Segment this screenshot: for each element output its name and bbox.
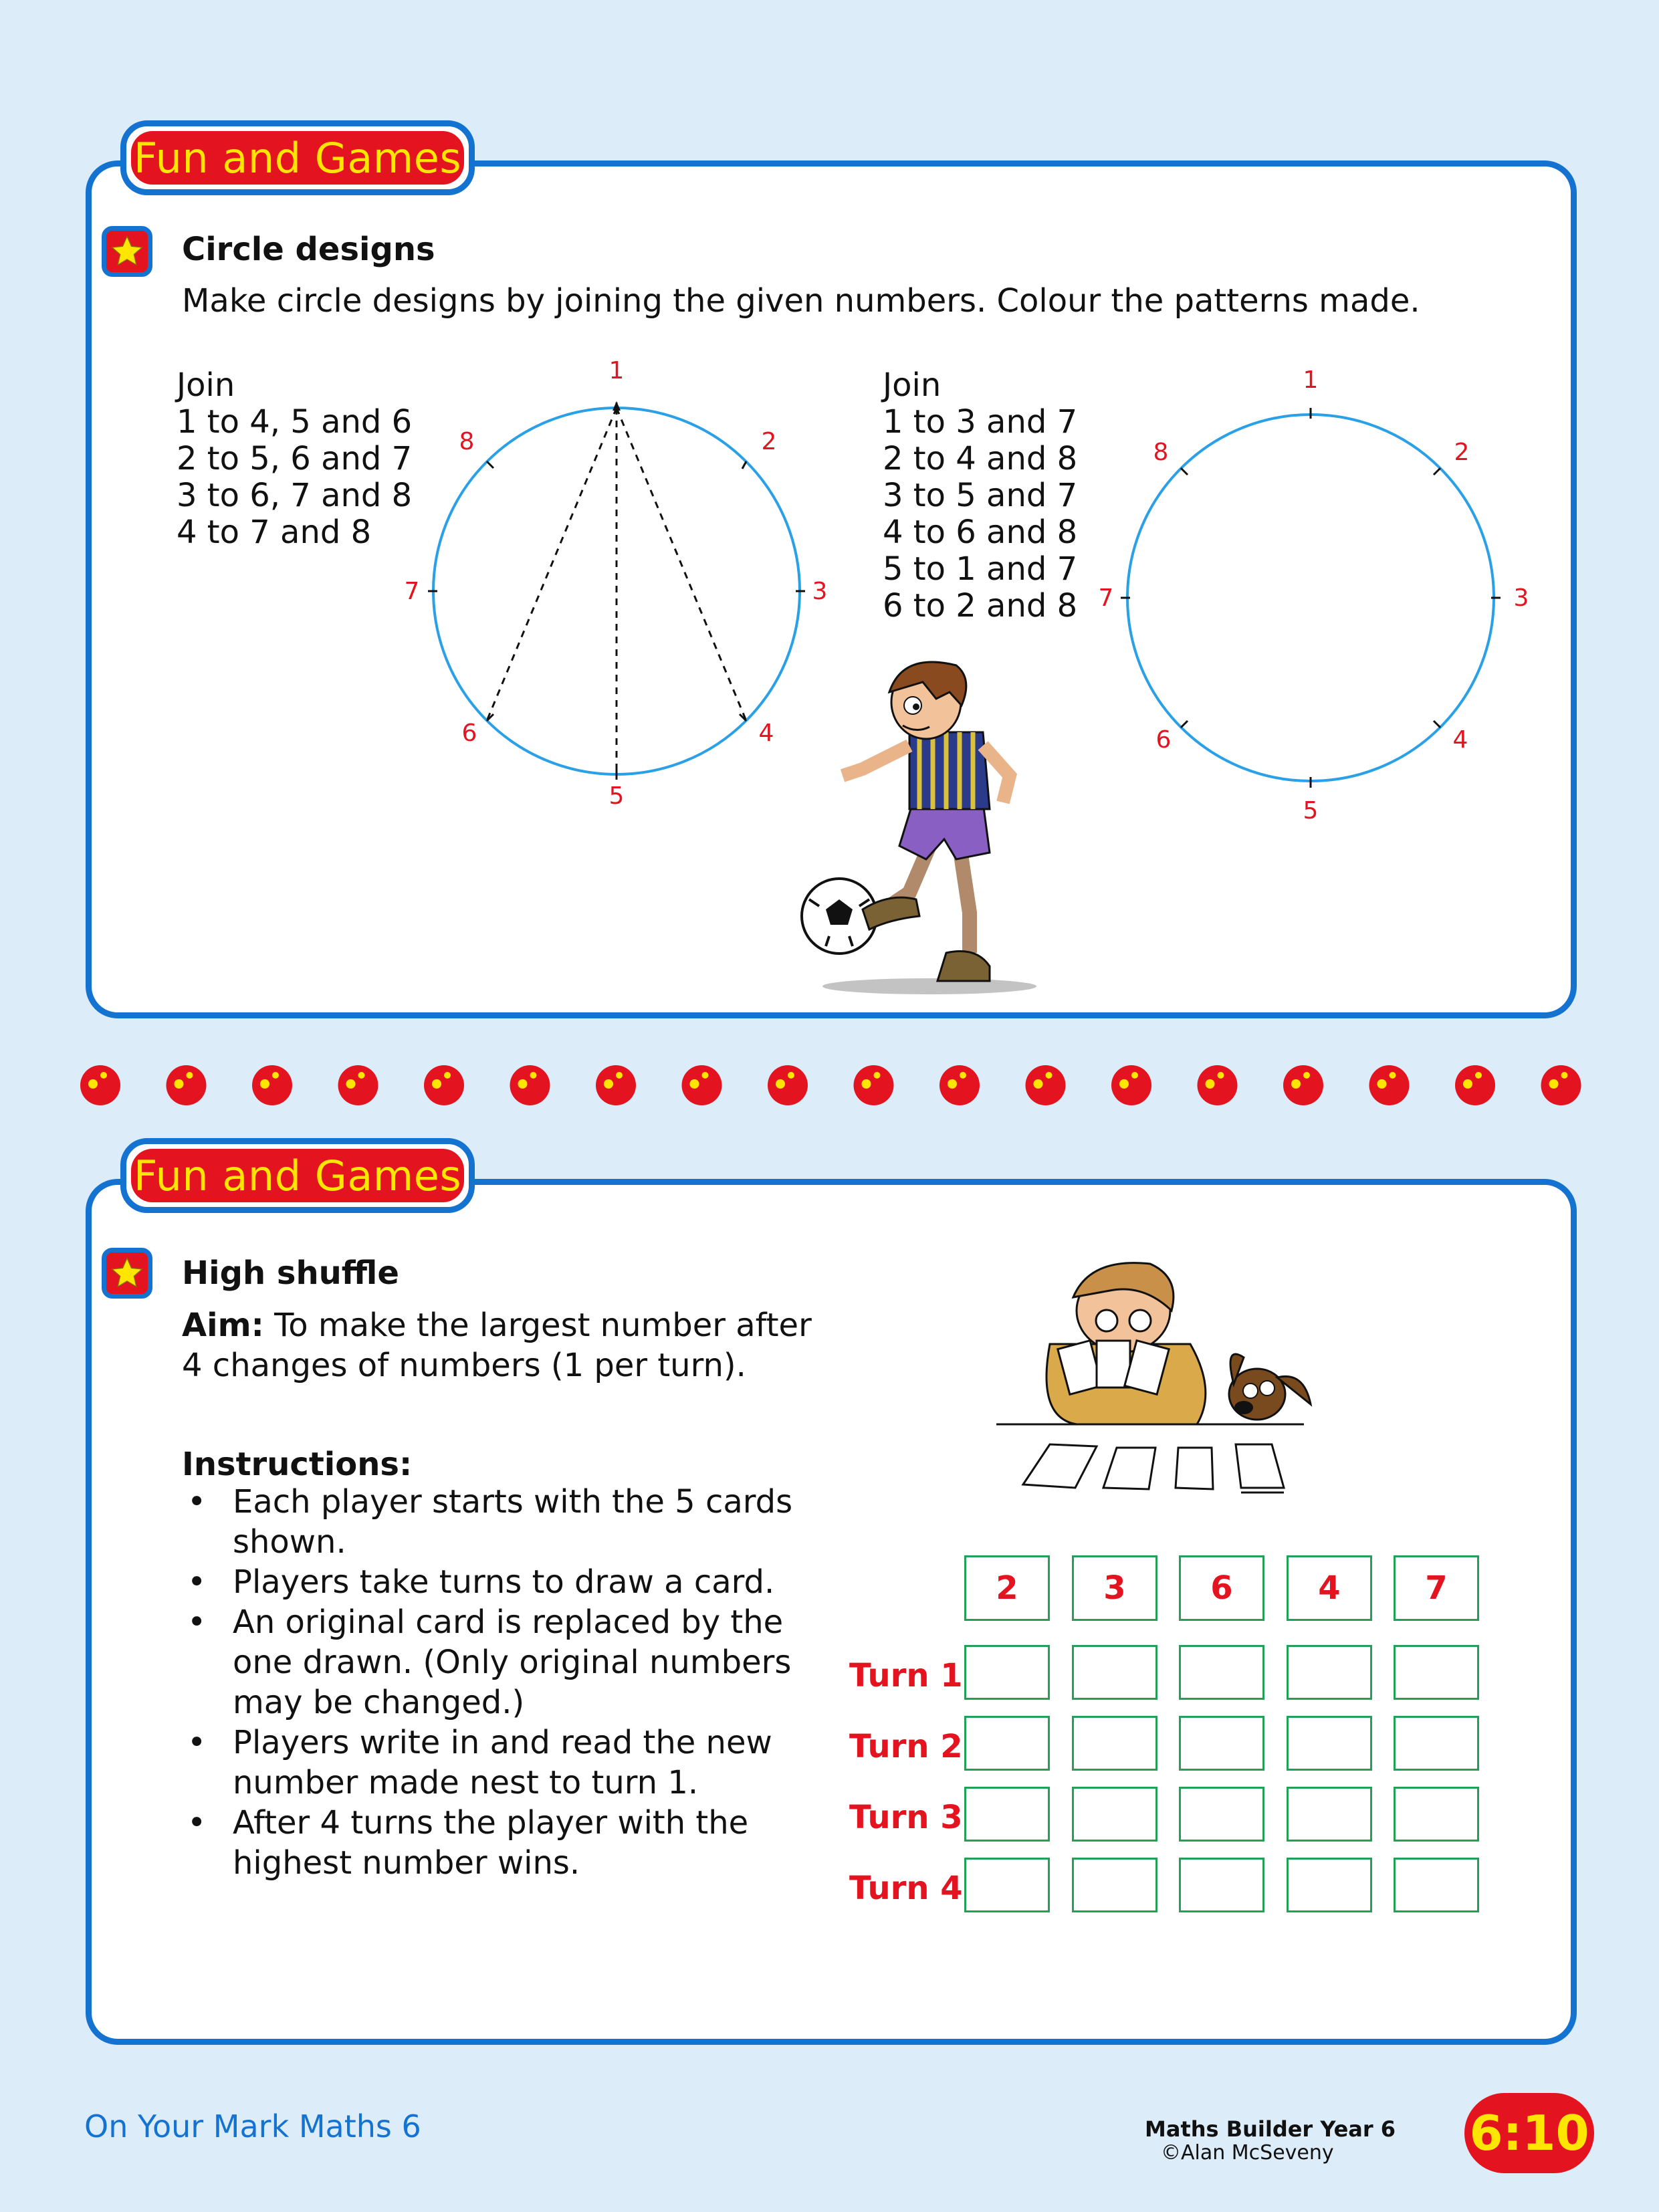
join-line: 3 to 6, 7 and 8	[177, 477, 413, 514]
join-line: 4 to 6 and 8	[883, 514, 1078, 551]
start-card: 2	[964, 1555, 1050, 1621]
section-header-label	[120, 1138, 475, 1213]
section-header-label	[120, 120, 475, 195]
turn-answer-box[interactable]	[1394, 1858, 1479, 1912]
activity-instruction: Make circle designs by joining the given numbers. Colour the patterns made.	[182, 282, 1420, 320]
dot-highlight	[518, 1079, 528, 1089]
red-dot	[596, 1065, 636, 1105]
start-card: 6	[1179, 1555, 1264, 1621]
start-card: 4	[1287, 1555, 1372, 1621]
aim-text	[182, 1307, 812, 1344]
dot-highlight	[1549, 1079, 1559, 1089]
dot-highlight	[530, 1072, 537, 1079]
red-dot	[1198, 1065, 1238, 1105]
turn-answer-box[interactable]	[1287, 1858, 1372, 1912]
circle-label: 6	[461, 720, 477, 747]
red-dot	[1455, 1065, 1495, 1105]
circle-label: 4	[758, 720, 774, 747]
circle-label: 4	[1452, 726, 1468, 754]
start-card: 7	[1394, 1555, 1479, 1621]
turn-label: Turn 4	[849, 1870, 963, 1907]
soccer-boy-illustration	[789, 652, 1057, 1000]
card-players-illustration	[996, 1257, 1344, 1505]
red-dot	[1111, 1065, 1151, 1105]
red-dot	[424, 1065, 464, 1105]
star-icon	[102, 1248, 152, 1299]
turn-answer-box[interactable]	[1179, 1858, 1264, 1912]
red-dot	[1369, 1065, 1410, 1105]
red-dot	[1283, 1065, 1323, 1105]
turn-answer-box[interactable]	[1072, 1645, 1157, 1700]
footer-series-title: On Your Mark Maths 6	[84, 2108, 421, 2144]
circle-label: 6	[1155, 726, 1172, 754]
red-dot	[167, 1065, 207, 1105]
turn-answer-box[interactable]	[1179, 1716, 1264, 1771]
footer-copyright: ©Alan McSeveny	[1161, 2141, 1334, 2165]
star-icon	[102, 226, 152, 277]
instructions-heading: Instructions:	[182, 1446, 413, 1483]
dot-highlight	[432, 1079, 441, 1089]
red-dot	[939, 1065, 980, 1105]
turn-answer-box[interactable]	[1394, 1645, 1479, 1700]
turn-label: Turn 2	[849, 1728, 963, 1765]
turn-answer-box[interactable]	[1179, 1787, 1264, 1842]
join-line: 6 to 2 and 8	[883, 587, 1078, 625]
red-dot	[1541, 1065, 1581, 1105]
turn-answer-box[interactable]	[964, 1858, 1050, 1912]
instruction-item: • After 4 turns the player with the highest number wins.	[182, 1803, 821, 1883]
dot-highlight	[1206, 1079, 1215, 1089]
dot-highlight	[616, 1072, 623, 1079]
aim-line-1: To make the largest number after	[263, 1307, 812, 1344]
section-header-text: Fun and Games	[131, 1149, 464, 1202]
instruction-item: • An original card is replaced by the one drawn. (Only original numbers may be changed.)	[182, 1602, 821, 1723]
start-card: 3	[1072, 1555, 1157, 1621]
dot-highlight	[1475, 1072, 1482, 1079]
dot-highlight	[1131, 1072, 1138, 1079]
turn-answer-box[interactable]	[1072, 1716, 1157, 1771]
dot-highlight	[187, 1072, 193, 1079]
dot-highlight	[874, 1072, 881, 1079]
dot-highlight	[88, 1079, 98, 1089]
activity-title: Circle designs	[182, 231, 435, 268]
dot-highlight	[100, 1072, 107, 1079]
instruction-item: • Each player starts with the 5 cards shown.	[182, 1482, 821, 1562]
join-line: 3 to 5 and 7	[883, 477, 1078, 514]
activity-title: High shuffle	[182, 1254, 399, 1292]
dot-highlight	[358, 1072, 365, 1079]
circle-label: 2	[761, 428, 777, 455]
join-line: 2 to 4 and 8	[883, 440, 1078, 477]
circle-label: 8	[1153, 439, 1169, 466]
turn-label: Turn 1	[849, 1657, 963, 1694]
dot-highlight	[346, 1079, 356, 1089]
dot-highlight	[776, 1079, 785, 1089]
page-number-badge: 6:10	[1464, 2093, 1594, 2173]
dot-highlight	[1390, 1072, 1396, 1079]
turn-answer-box[interactable]	[1287, 1716, 1372, 1771]
turn-answer-box[interactable]	[1179, 1645, 1264, 1700]
join-line: 4 to 7 and 8	[177, 514, 372, 551]
dot-highlight	[604, 1079, 613, 1089]
circle-label: 5	[609, 782, 625, 810]
circle-diagram-right	[1090, 361, 1545, 829]
dot-highlight	[175, 1079, 184, 1089]
instructions-list	[182, 1482, 851, 1883]
join-heading-right: Join	[883, 366, 942, 404]
dot-highlight	[1119, 1079, 1129, 1089]
join-line: 1 to 4, 5 and 6	[177, 403, 413, 441]
aim-label: Aim:	[182, 1307, 264, 1344]
dot-highlight	[702, 1072, 709, 1079]
dot-highlight	[1034, 1079, 1043, 1089]
red-dot	[768, 1065, 808, 1105]
red-dot	[338, 1065, 378, 1105]
dot-highlight	[1303, 1072, 1310, 1079]
aim-line-2: 4 changes of numbers (1 per turn).	[182, 1347, 746, 1384]
red-dot	[252, 1065, 292, 1105]
dot-highlight	[1463, 1079, 1472, 1089]
circle-label: 1	[609, 357, 625, 384]
dot-highlight	[444, 1072, 451, 1079]
circle-label: 5	[1303, 797, 1319, 824]
circle-label: 1	[1303, 366, 1319, 394]
dot-highlight	[690, 1079, 699, 1089]
section-header-text: Fun and Games	[131, 131, 464, 185]
footer-book-title: Maths Builder Year 6	[1145, 2116, 1396, 2142]
dot-highlight	[948, 1079, 957, 1089]
turn-answer-box[interactable]	[964, 1787, 1050, 1842]
turn-answer-box[interactable]	[1394, 1787, 1479, 1842]
join-heading-left: Join	[177, 366, 235, 404]
dot-highlight	[788, 1072, 794, 1079]
dot-highlight	[1561, 1072, 1568, 1079]
red-dot	[1026, 1065, 1066, 1105]
instruction-item: • Players take turns to draw a card.	[182, 1562, 821, 1602]
dot-highlight	[1046, 1072, 1053, 1079]
red-dot	[80, 1065, 120, 1105]
dot-highlight	[960, 1072, 966, 1079]
circle-label: 8	[459, 428, 475, 455]
turn-answer-box[interactable]	[964, 1716, 1050, 1771]
dot-highlight	[260, 1079, 269, 1089]
dot-divider	[0, 1062, 1659, 1109]
turn-answer-box[interactable]	[1287, 1787, 1372, 1842]
instruction-item: • Players write in and read the new number made nest to turn 1.	[182, 1723, 821, 1803]
turn-answer-box[interactable]	[1072, 1858, 1157, 1912]
turn-answer-box[interactable]	[964, 1645, 1050, 1700]
circle-label: 3	[1513, 584, 1529, 612]
circle-label: 7	[1098, 584, 1114, 612]
join-line: 2 to 5, 6 and 7	[177, 440, 413, 477]
join-line: 5 to 1 and 7	[883, 550, 1078, 588]
join-line: 1 to 3 and 7	[883, 403, 1078, 441]
turn-answer-box[interactable]	[1072, 1787, 1157, 1842]
circle-label: 2	[1454, 439, 1470, 466]
circle-label: 3	[812, 578, 828, 605]
turn-label: Turn 3	[849, 1799, 963, 1836]
dot-highlight	[1218, 1072, 1224, 1079]
red-dot	[682, 1065, 722, 1105]
red-dot	[510, 1065, 550, 1105]
dot-highlight	[862, 1079, 871, 1089]
circle-label: 7	[404, 578, 420, 605]
circle-diagram-left	[395, 354, 849, 822]
turn-answer-box[interactable]	[1287, 1645, 1372, 1700]
red-dot	[854, 1065, 894, 1105]
dot-highlight	[272, 1072, 279, 1079]
dot-highlight	[1377, 1079, 1387, 1089]
turn-answer-box[interactable]	[1394, 1716, 1479, 1771]
dot-highlight	[1291, 1079, 1301, 1089]
